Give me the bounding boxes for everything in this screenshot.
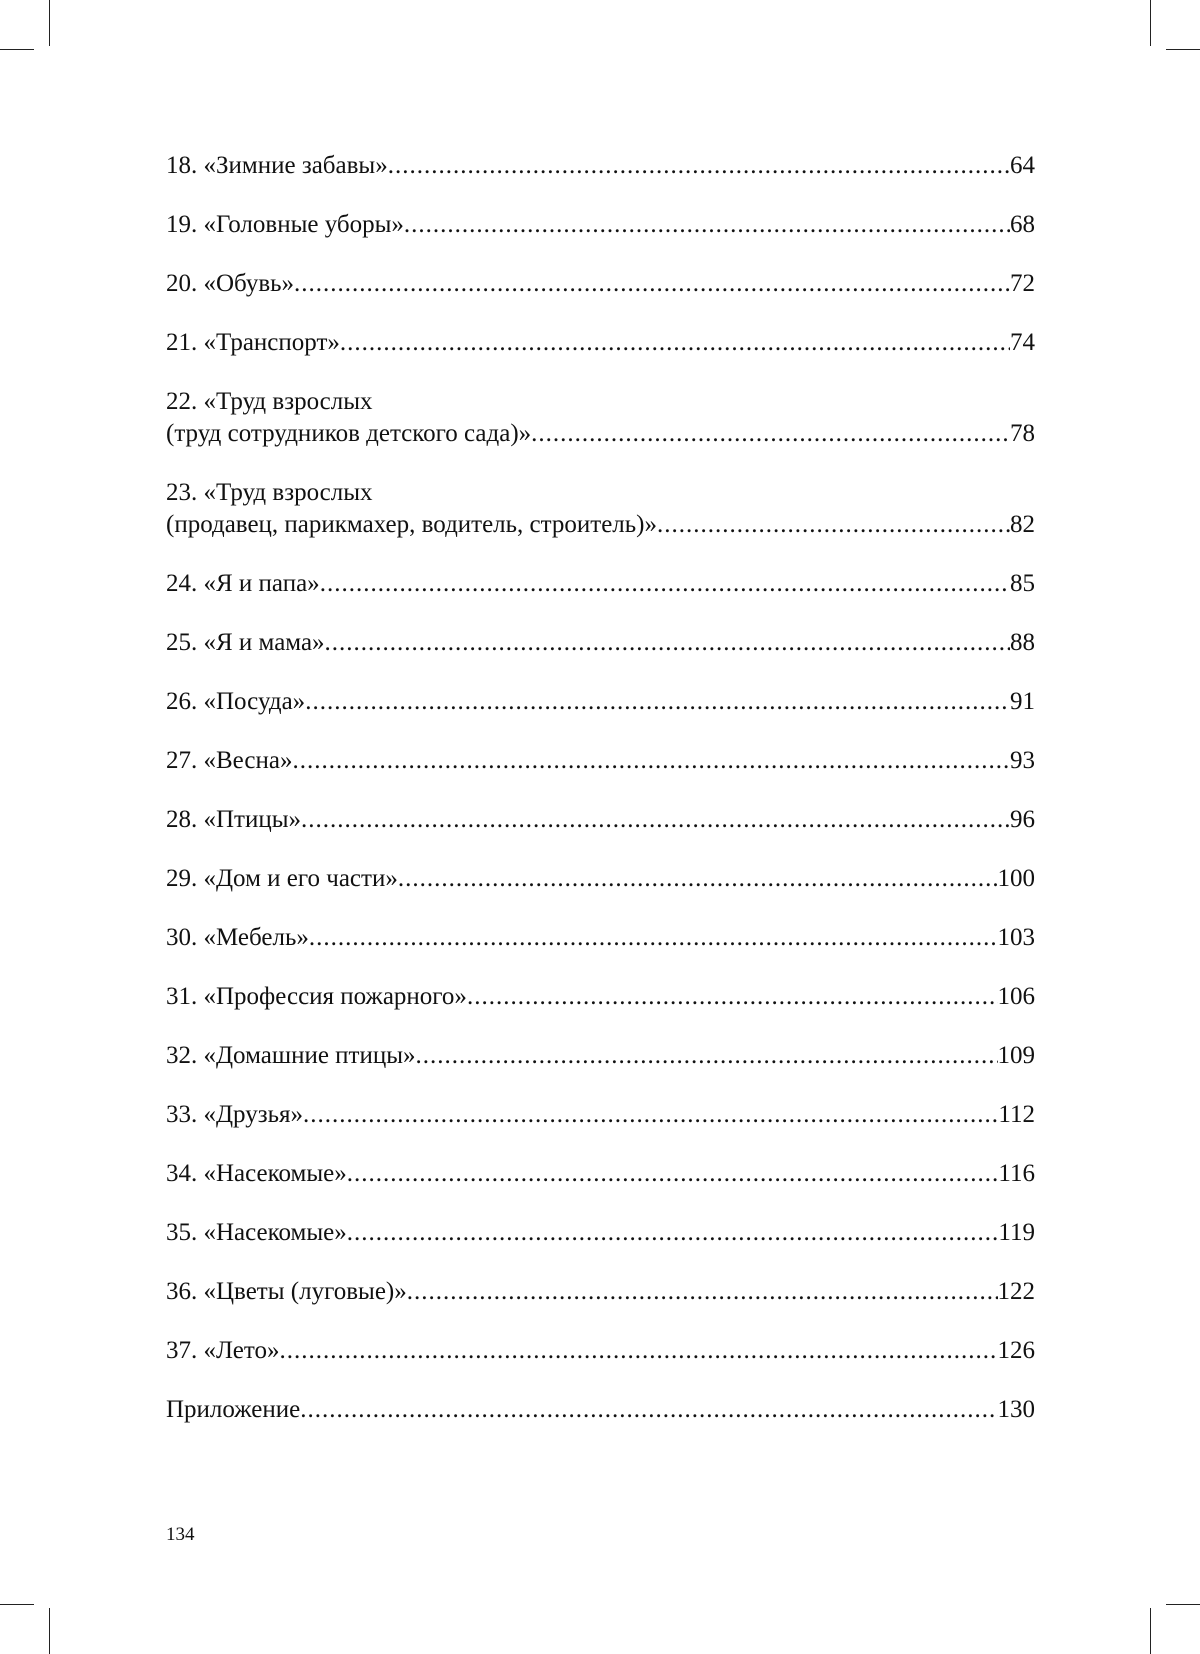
toc-entry-page: 72 <box>1010 270 1035 297</box>
toc-entry-title: 37. «Лето» <box>166 1337 280 1364</box>
toc-leader-dots <box>388 150 1010 182</box>
toc-entry-title: 31. «Профессия пожарного» <box>166 983 467 1010</box>
toc-entry-page: 122 <box>997 1278 1035 1305</box>
toc-entry-page: 100 <box>997 865 1035 892</box>
toc-leader-dots <box>340 327 1010 359</box>
toc-leader-dots <box>303 1099 998 1131</box>
toc-entry-page: 119 <box>998 1219 1035 1246</box>
crop-mark-top-left-vertical <box>49 0 50 46</box>
toc-entry[interactable] <box>166 1158 1035 1190</box>
toc-entry-title: 19. «Головные уборы» <box>166 211 404 238</box>
toc-entry[interactable] <box>166 1040 1035 1072</box>
crop-mark-bottom-left-vertical <box>49 1608 50 1654</box>
toc-entry[interactable] <box>166 1217 1035 1249</box>
toc-entry-title-line1: 23. «Труд взрослых <box>166 479 373 506</box>
toc-entry[interactable] <box>166 922 1035 954</box>
toc-entry-title: 25. «Я и мама» <box>166 629 325 656</box>
toc-leader-dots <box>320 568 1010 600</box>
toc-leader-dots <box>325 627 1010 659</box>
page-number: 134 <box>166 1524 195 1545</box>
toc-leader-dots <box>301 804 1010 836</box>
toc-entry-title: (труд сотрудников детского сада)» <box>166 420 532 447</box>
toc-entry-page: 109 <box>997 1042 1035 1069</box>
toc-entry[interactable] <box>166 477 1035 541</box>
toc-entry[interactable] <box>166 268 1035 300</box>
toc-entry-page: 78 <box>1010 420 1035 447</box>
crop-mark-top-right-horizontal <box>1166 49 1200 50</box>
toc-entry-title: 26. «Посуда» <box>166 688 306 715</box>
toc-entry[interactable] <box>166 209 1035 241</box>
toc-entry-page: 68 <box>1010 211 1035 238</box>
toc-entry[interactable] <box>166 1099 1035 1131</box>
toc-leader-dots <box>300 1394 997 1426</box>
toc-entry[interactable] <box>166 804 1035 836</box>
crop-mark-bottom-right-vertical <box>1150 1608 1151 1654</box>
toc-entry-title: 30. «Мебель» <box>166 924 309 951</box>
toc-leader-dots <box>404 209 1010 241</box>
toc-entry-page: 106 <box>997 983 1035 1010</box>
toc-entry-title: Приложение <box>166 1396 301 1423</box>
toc-leader-dots <box>347 1158 999 1190</box>
toc-entry[interactable] <box>166 568 1035 600</box>
toc-leader-dots <box>347 1217 999 1249</box>
toc-entry-page: 64 <box>1010 152 1035 179</box>
toc-entry-page: 116 <box>998 1160 1035 1187</box>
toc-entry[interactable] <box>166 627 1035 659</box>
toc-entry[interactable] <box>166 386 1035 450</box>
toc-leader-dots <box>531 418 1010 450</box>
toc-leader-dots <box>292 745 1010 777</box>
toc-leader-dots <box>416 1040 998 1072</box>
toc-leader-dots <box>398 863 998 895</box>
toc-entry[interactable] <box>166 1335 1035 1367</box>
toc-entry-title: (продавец, парикмахер, водитель, строитель)» <box>166 511 657 538</box>
toc-entry[interactable] <box>166 686 1035 718</box>
toc-leader-dots <box>305 686 1010 718</box>
toc-entry[interactable] <box>166 327 1035 359</box>
toc-entry-page: 103 <box>997 924 1035 951</box>
toc-entry-page: 85 <box>1010 570 1035 597</box>
toc-entry-title-line1: 22. «Труд взрослых <box>166 388 373 415</box>
toc-entry-page: 126 <box>997 1337 1035 1364</box>
toc-entry-title: 21. «Транспорт» <box>166 329 340 356</box>
toc-entry-title: 33. «Друзья» <box>166 1101 303 1128</box>
toc-entry-page: 88 <box>1010 629 1035 656</box>
toc-entry-title: 24. «Я и папа» <box>166 570 320 597</box>
toc-entry[interactable] <box>166 863 1035 895</box>
toc-entry-title: 18. «Зимние забавы» <box>166 152 388 179</box>
toc-entry[interactable] <box>166 981 1035 1013</box>
toc-entry-title: 34. «Насекомые» <box>166 1160 347 1187</box>
toc-leader-dots <box>294 268 1010 300</box>
crop-mark-bottom-left-horizontal <box>0 1604 34 1605</box>
toc-entry[interactable] <box>166 745 1035 777</box>
toc-entry-page: 112 <box>998 1101 1035 1128</box>
crop-mark-top-right-vertical <box>1150 0 1151 46</box>
toc-entry-title: 28. «Птицы» <box>166 806 302 833</box>
toc-leader-dots <box>657 509 1010 541</box>
table-of-contents <box>166 150 1035 1453</box>
toc-entry-page: 91 <box>1010 688 1035 715</box>
toc-entry[interactable] <box>166 1394 1035 1426</box>
toc-entry-title: 27. «Весна» <box>166 747 293 774</box>
toc-entry-title: 36. «Цветы (луговые)» <box>166 1278 407 1305</box>
toc-entry-page: 74 <box>1010 329 1035 356</box>
toc-entry-page: 130 <box>997 1396 1035 1423</box>
toc-entry-title: 32. «Домашние птицы» <box>166 1042 416 1069</box>
toc-entry-page: 82 <box>1010 511 1035 538</box>
toc-entry-page: 93 <box>1010 747 1035 774</box>
toc-entry-title: 35. «Насекомые» <box>166 1219 347 1246</box>
toc-entry[interactable] <box>166 150 1035 182</box>
toc-leader-dots <box>467 981 998 1013</box>
toc-leader-dots <box>279 1335 997 1367</box>
toc-entry-title: 29. «Дом и его части» <box>166 865 398 892</box>
toc-leader-dots <box>309 922 998 954</box>
toc-entry-page: 96 <box>1010 806 1035 833</box>
crop-mark-top-left-horizontal <box>0 49 34 50</box>
toc-entry-title: 20. «Обувь» <box>166 270 295 297</box>
toc-entry[interactable] <box>166 1276 1035 1308</box>
crop-mark-bottom-right-horizontal <box>1166 1604 1200 1605</box>
toc-leader-dots <box>407 1276 998 1308</box>
